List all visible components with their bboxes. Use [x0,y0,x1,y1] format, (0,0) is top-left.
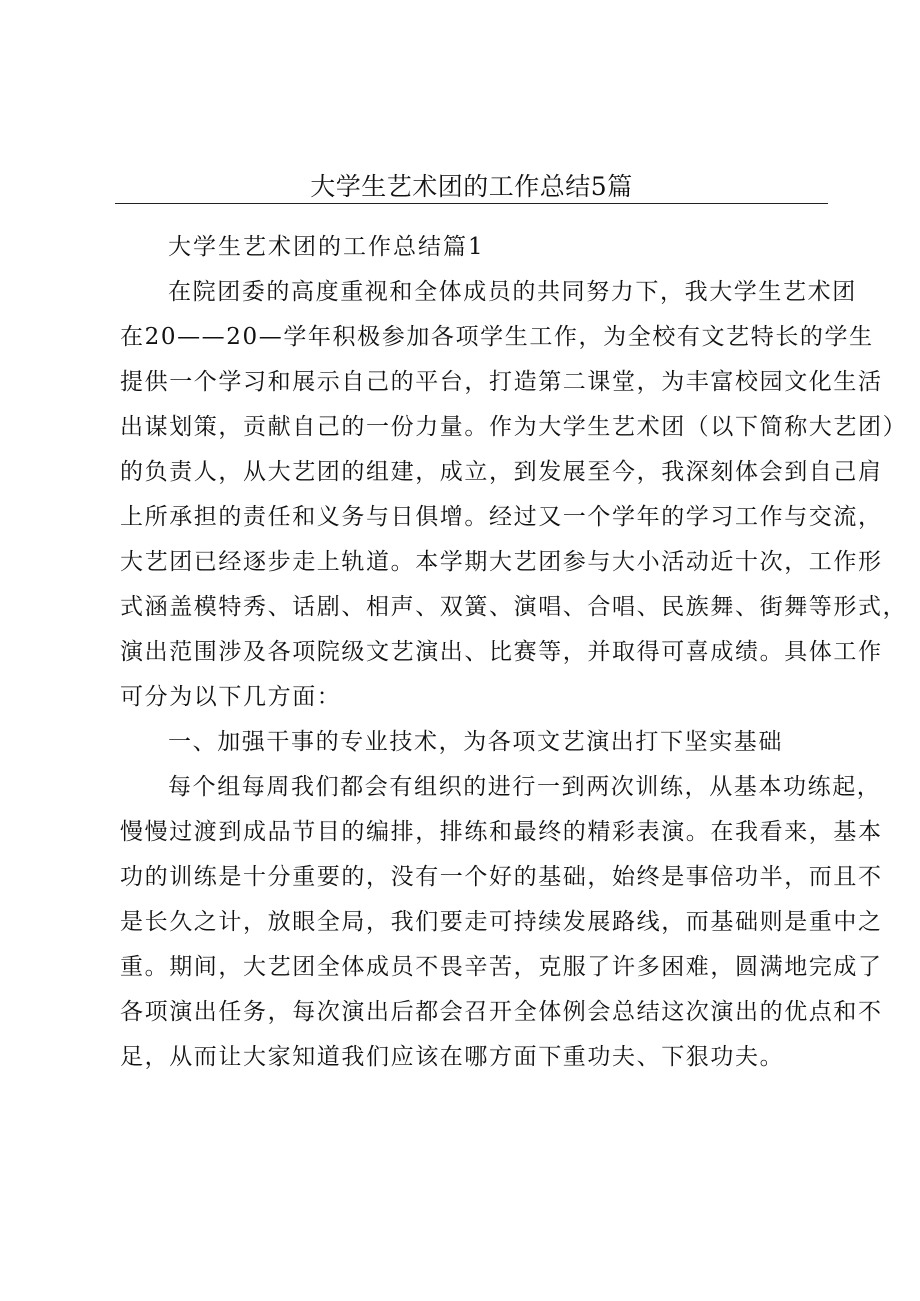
paragraph-intro [120,270,908,720]
paragraph-line: 大艺团已经逐步走上轨道。本学期大艺团参与大小活动近十次，工作形 [120,549,883,575]
paragraph-line: 各项演出任务，每次演出后都会召开全体例会总结这次演出的优点和不 [120,999,883,1025]
document-body [120,225,908,1080]
paragraph-line: 提供一个学习和展示自己的平台，打造第二课堂，为丰富校园文化生活 [120,369,883,395]
paragraph-line: 足，从而让大家知道我们应该在哪方面下重功夫、下狠功夫。 [120,1044,785,1070]
section-heading: 大学生艺术团的工作总结篇1 [168,234,485,260]
paragraph-line: 是长久之计，放眼全局，我们要走可持续发展路线，而基础则是重中之 [120,909,883,935]
subheading-line: 一、加强干事的专业技术，为各项文艺演出打下坚实基础 [168,729,783,755]
paragraph-training [120,765,883,1080]
paragraph-line: 每个组每周我们都会有组织的进行一到两次训练，从基本功练起， [168,774,882,800]
paragraph-line: 上所承担的责任和义务与日俱增。经过又一个学年的学习工作与交流， [120,504,883,530]
paragraph-line: 的负责人，从大艺团的组建，成立，到发展至今，我深刻体会到自己肩 [120,459,883,485]
paragraph-line: 演出范围涉及各项院级文艺演出、比赛等，并取得可喜成绩。具体工作 [120,639,883,665]
paragraph-line: 出谋划策，贡献自己的一份力量。作为大学生艺术团（以下简称大艺团） [120,414,908,440]
paragraph-line: 在20——20—学年积极参加各项学生工作，为全校有文艺特长的学生 [120,324,874,350]
paragraph-line: 慢慢过渡到成品节目的编排，排练和最终的精彩表演。在我看来，基本 [120,819,883,845]
title-underline [115,203,828,204]
paragraph-line: 重。期间，大艺团全体成员不畏辛苦，克服了许多困难，圆满地完成了 [120,954,883,980]
paragraph-line: 在院团委的高度重视和全体成员的共同努力下，我大学生艺术团 [168,279,857,305]
subheading-paragraph [120,720,830,765]
paragraph-line: 功的训练是十分重要的，没有一个好的基础，始终是事倍功半，而且不 [120,864,883,890]
paragraph-line: 式涵盖模特秀、话剧、相声、双簧、演唱、合唱、民族舞、街舞等形式， [120,594,908,620]
paragraph-line: 可分为以下几方面： [120,684,342,710]
document-title: 大学生艺术团的工作总结5篇 [310,172,633,201]
